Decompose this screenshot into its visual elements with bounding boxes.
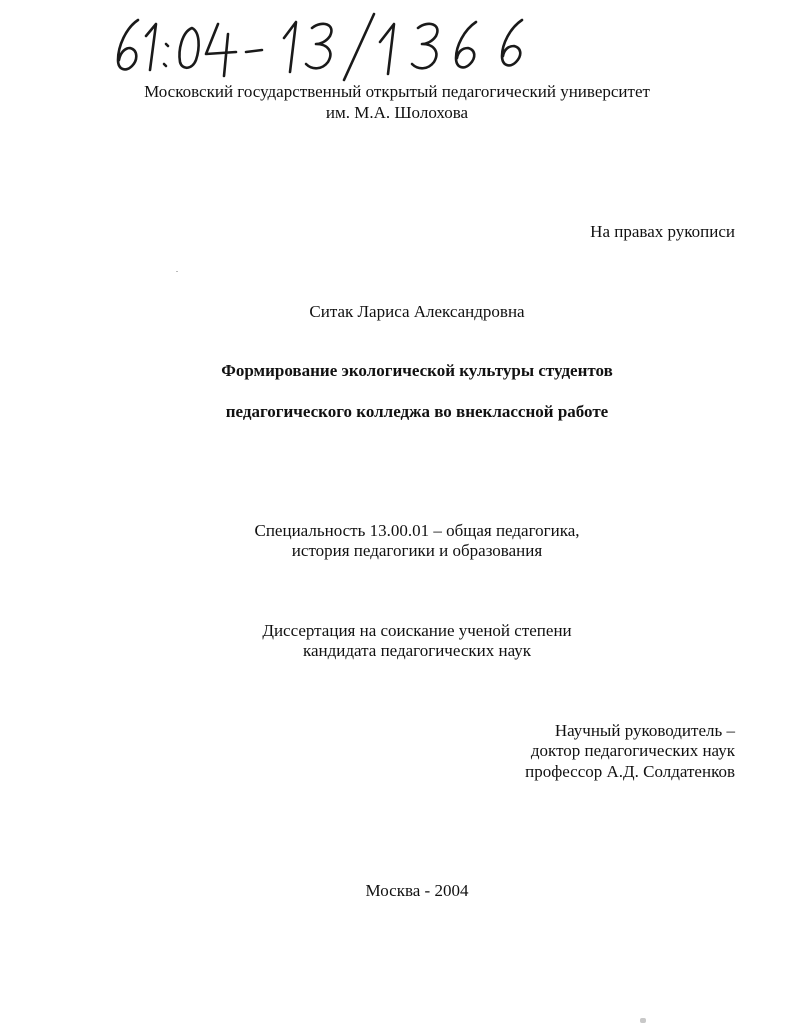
- supervisor-degree: доктор педагогических наук: [530, 741, 735, 760]
- specialty-line2: история педагогики и образования: [291, 541, 543, 560]
- dissertation-title-line1: Формирование экологической культуры студентов: [221, 361, 613, 380]
- author-name: Ситак Лариса Александровна: [309, 302, 525, 321]
- degree-line1: Диссертация на соискание ученой степени: [262, 621, 572, 640]
- dissertation-title-line2: педагогического колледжа во внеклассной работе: [225, 402, 609, 421]
- city-year: Москва - 2004: [365, 881, 469, 900]
- supervisor-role: Научный руководитель –: [554, 721, 735, 740]
- handwritten-registry-number: [112, 6, 542, 86]
- supervisor-name: профессор А.Д. Солдатенков: [525, 762, 735, 781]
- university-name-line1: Московский государственный открытый педагогический университет: [144, 82, 650, 101]
- university-name-line2: им. М.А. Шолохова: [325, 103, 469, 122]
- degree-line2: кандидата педагогических наук: [302, 641, 532, 660]
- scan-edge-mark: [640, 1018, 646, 1023]
- specialty-line1: Специальность 13.00.01 – общая педагогика,: [254, 521, 580, 540]
- scan-speck: [176, 271, 178, 272]
- manuscript-rights-note: На правах рукописи: [590, 222, 735, 241]
